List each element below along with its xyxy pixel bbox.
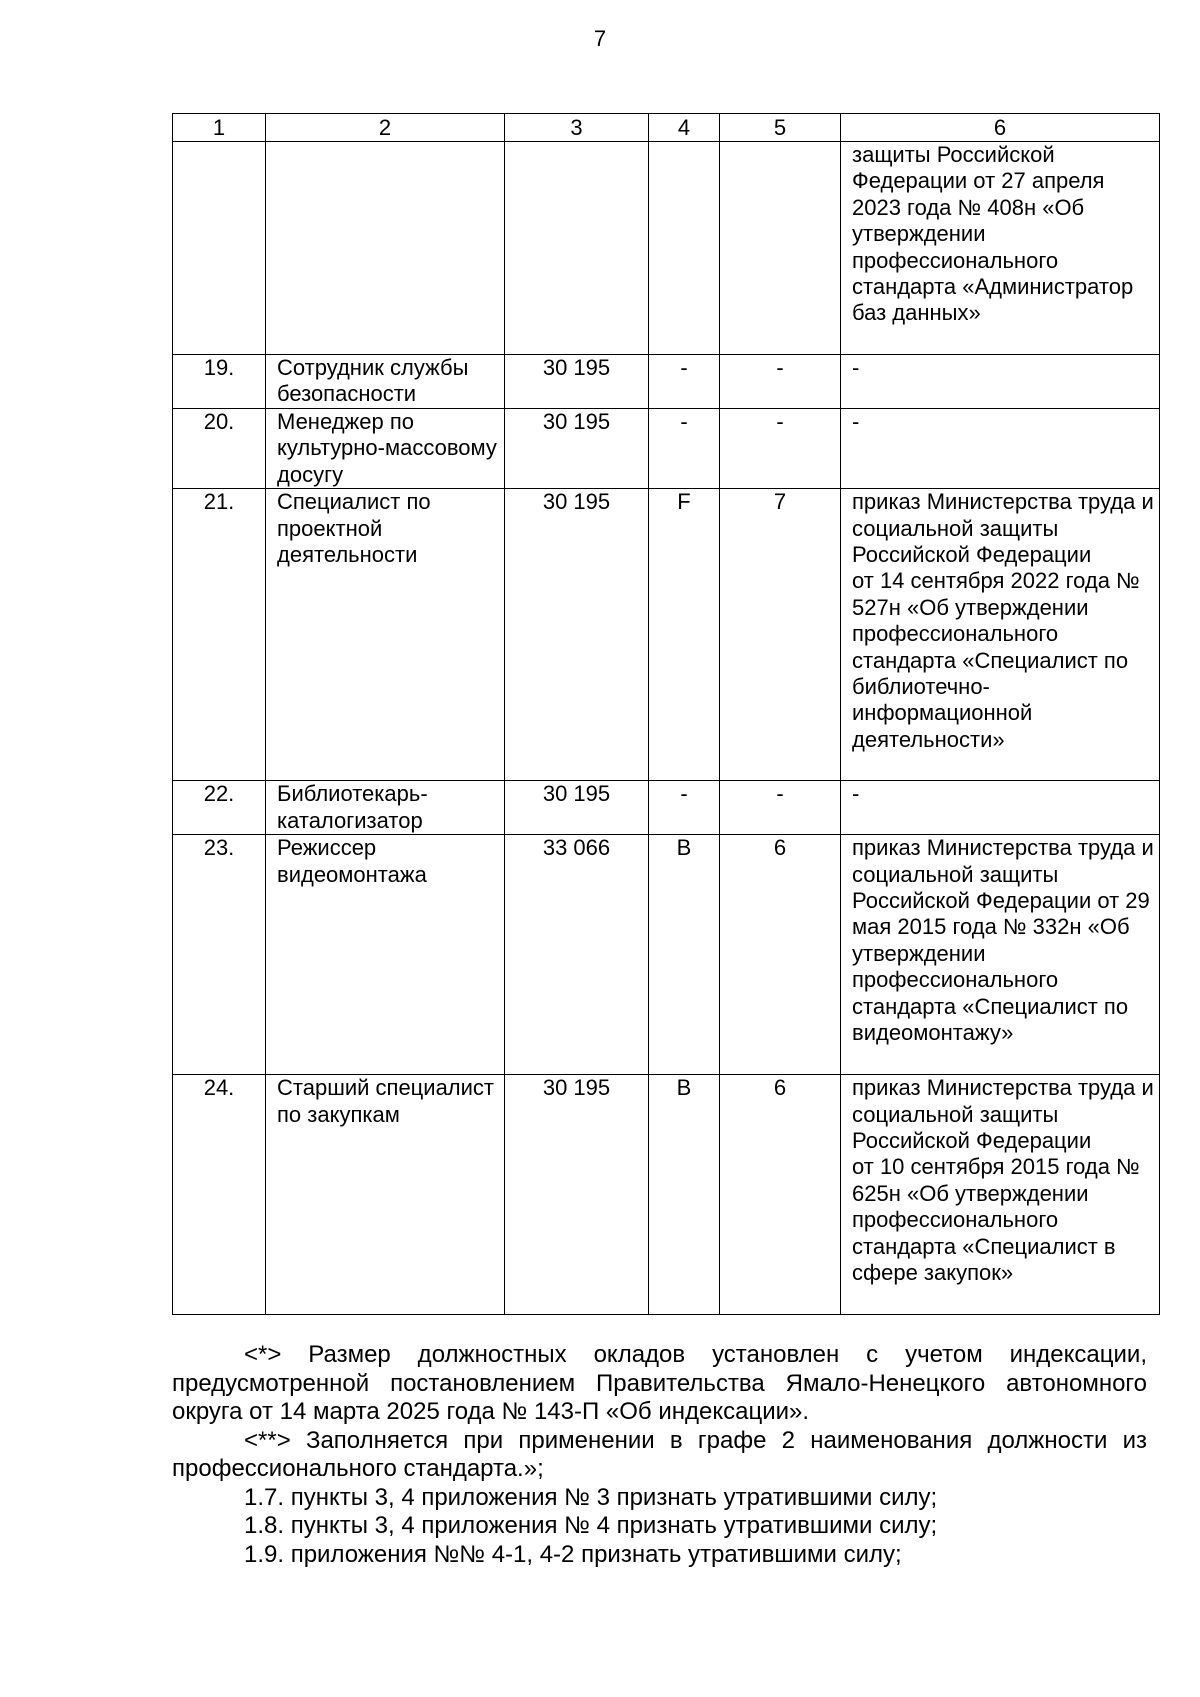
table-row bbox=[173, 489, 1160, 781]
salary-cell: 30 195 bbox=[505, 489, 649, 781]
footnote-indexation: <*> Размер должностных окладов установлен с учетом индексации, предусмотренной постановлением Правительства Ямало-Ненецкого автономного округа от 14 марта 2025 года № 143-П «Об индексации». bbox=[172, 1341, 1147, 1425]
footnote-professional-standard: <**> Заполняется при применении в графе 2 наименования должности из профессионального стандарта.»; bbox=[172, 1426, 1147, 1482]
qualification-cell: - bbox=[720, 781, 841, 835]
position-name-cell: Менеджер по культурно-массовому досугу bbox=[266, 409, 505, 489]
basis-cell: приказ Министерства труда и социальной защиты Российской Федерации от 10 сентября 2015 года № 625н «Об утверждении профессионального стандарта «Специалист в сфере закупок» bbox=[841, 1075, 1160, 1315]
level-cell: F bbox=[649, 489, 720, 781]
footnotes-section bbox=[172, 1341, 1147, 1569]
qualification-cell bbox=[720, 142, 841, 355]
column-header: 6 bbox=[841, 114, 1160, 142]
qualification-cell: 7 bbox=[720, 489, 841, 781]
salary-cell: 30 195 bbox=[505, 409, 649, 489]
basis-cell: защиты Российской Федерации от 27 апреля 2023 года № 408н «Об утверждении профессионального стандарта «Администратор баз данных» bbox=[841, 142, 1160, 355]
basis-cell: - bbox=[841, 409, 1160, 489]
row-number-cell: 19. bbox=[173, 355, 266, 409]
position-name-cell: Специалист по проектной деятельности bbox=[266, 489, 505, 781]
salary-cell: 30 195 bbox=[505, 355, 649, 409]
salary-cell: 33 066 bbox=[505, 835, 649, 1075]
amendment-item-1-8: 1.8. пункты 3, 4 приложения № 4 признать утратившими силу; bbox=[244, 1512, 938, 1539]
row-number-cell: 20. bbox=[173, 409, 266, 489]
basis-cell: приказ Министерства труда и социальной защиты Российской Федерации от 29 мая 2015 года № 332н «Об утверждении профессионального стандарта «Специалист по видеомонтажу» bbox=[841, 835, 1160, 1075]
level-cell: - bbox=[649, 355, 720, 409]
basis-cell: - bbox=[841, 781, 1160, 835]
position-name-cell: Сотрудник службы безопасности bbox=[266, 355, 505, 409]
table-row bbox=[173, 781, 1160, 835]
column-header: 1 bbox=[173, 114, 266, 142]
level-cell: - bbox=[649, 409, 720, 489]
level-cell: B bbox=[649, 835, 720, 1075]
basis-cell: - bbox=[841, 355, 1160, 409]
table-header-row bbox=[173, 114, 1160, 142]
table-row bbox=[173, 835, 1160, 1075]
table-row bbox=[173, 142, 1160, 355]
column-header: 5 bbox=[720, 114, 841, 142]
qualification-cell: - bbox=[720, 409, 841, 489]
position-name-cell: Режиссер видеомонтажа bbox=[266, 835, 505, 1075]
column-header: 2 bbox=[266, 114, 505, 142]
position-name-cell bbox=[266, 142, 505, 355]
qualification-cell: 6 bbox=[720, 835, 841, 1075]
level-cell bbox=[649, 142, 720, 355]
row-number-cell: 22. bbox=[173, 781, 266, 835]
position-name-cell: Старший специалист по закупкам bbox=[266, 1075, 505, 1315]
row-number-cell: 21. bbox=[173, 489, 266, 781]
qualification-cell: 6 bbox=[720, 1075, 841, 1315]
amendment-item-1-9: 1.9. приложения №№ 4-1, 4-2 признать утратившими силу; bbox=[244, 1540, 902, 1568]
row-number-cell: 23. bbox=[173, 835, 266, 1075]
amendment-item-1-7: 1.7. пункты 3, 4 приложения № 3 признать утратившими силу; bbox=[244, 1483, 938, 1511]
basis-cell: приказ Министерства труда и социальной защиты Российской Федерации от 14 сентября 2022 года № 527н «Об утверждении профессионального стандарта «Специалист по библиотечно-информационной деятельности» bbox=[841, 489, 1160, 781]
row-number-cell: 24. bbox=[173, 1075, 266, 1315]
row-number-cell bbox=[173, 142, 266, 355]
table-row bbox=[173, 355, 1160, 409]
qualification-cell: - bbox=[720, 355, 841, 409]
position-name-cell: Библиотекарь-каталогизатор bbox=[266, 781, 505, 835]
column-header: 4 bbox=[649, 114, 720, 142]
column-header: 3 bbox=[505, 114, 649, 142]
table-row bbox=[173, 1075, 1160, 1315]
table-row bbox=[173, 409, 1160, 489]
level-cell: - bbox=[649, 781, 720, 835]
salary-cell: 30 195 bbox=[505, 1075, 649, 1315]
positions-table bbox=[172, 113, 1160, 1315]
salary-cell: 30 195 bbox=[505, 781, 649, 835]
level-cell: B bbox=[649, 1075, 720, 1315]
salary-cell bbox=[505, 142, 649, 355]
page-number: 7 bbox=[593, 26, 607, 51]
